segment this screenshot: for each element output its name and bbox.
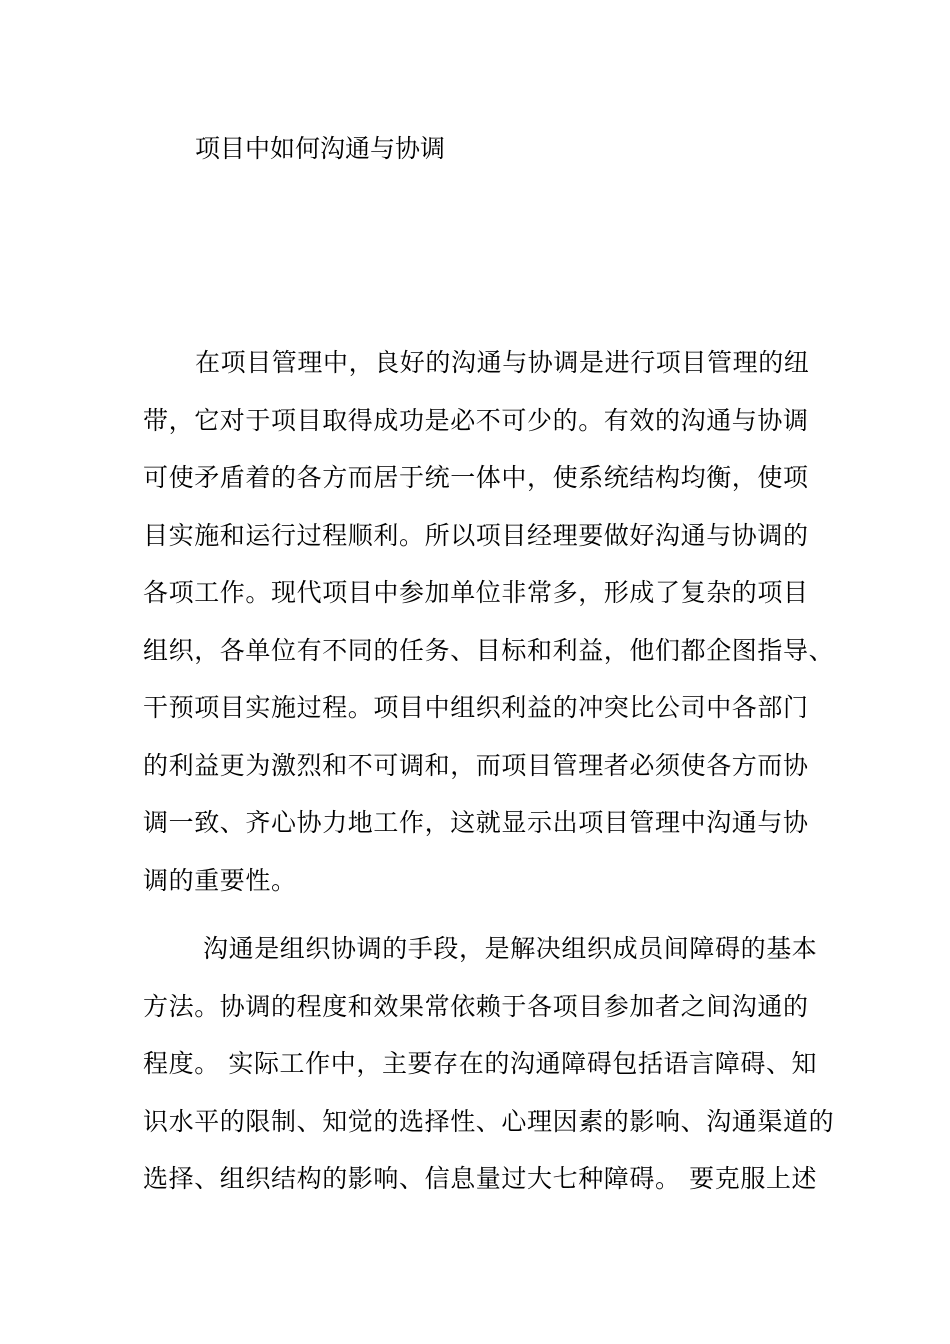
paragraph-line: 在项目管理中，良好的沟通与协调是进行项目管理的纽 — [195, 348, 810, 377]
paragraph-line: 调一致、齐心协力地工作，这就显示出项目管理中沟通与协 — [143, 808, 809, 837]
paragraph-2 — [143, 920, 835, 1208]
paragraph-line: 带，它对于项目取得成功是必不可少的。有效的沟通与协调 — [143, 405, 809, 435]
paragraph-line: 选择、组织结构的影响、信息量过大七种障碍。 要克服上述 — [143, 1164, 818, 1193]
paragraph-line: 各项工作。现代项目中参加单位非常多，形成了复杂的项目 — [143, 578, 809, 607]
paragraph-line: 识水平的限制、知觉的选择性、心理因素的影响、沟通渠道的 — [143, 1106, 835, 1136]
paragraph-1 — [143, 334, 835, 909]
paragraph-line: 沟通是组织协调的手段，是解决组织成员间障碍的基本 — [203, 934, 818, 963]
document-title: 项目中如何沟通与协调 — [195, 134, 446, 163]
paragraph-line: 可使矛盾着的各方而居于统一体中，使系统结构均衡，使项 — [143, 463, 809, 492]
paragraph-line: 组织，各单位有不同的任务、目标和利益，他们都企图指导、 — [143, 635, 835, 665]
paragraph-line: 程度。 实际工作中，主要存在的沟通障碍包括语言障碍、知 — [143, 1049, 818, 1078]
paragraph-line: 的利益更为激烈和不可调和，而项目管理者必须使各方而协 — [143, 750, 809, 780]
paragraph-line: 干预项目实施过程。项目中组织利益的冲突比公司中各部门 — [143, 693, 809, 722]
paragraph-line: 调的重要性。 — [143, 865, 297, 895]
paragraph-line: 方法。协调的程度和效果常依赖于各项目参加者之间沟通的 — [143, 991, 809, 1021]
paragraph-line: 目实施和运行过程顺利。所以项目经理要做好沟通与协调的 — [143, 520, 809, 550]
